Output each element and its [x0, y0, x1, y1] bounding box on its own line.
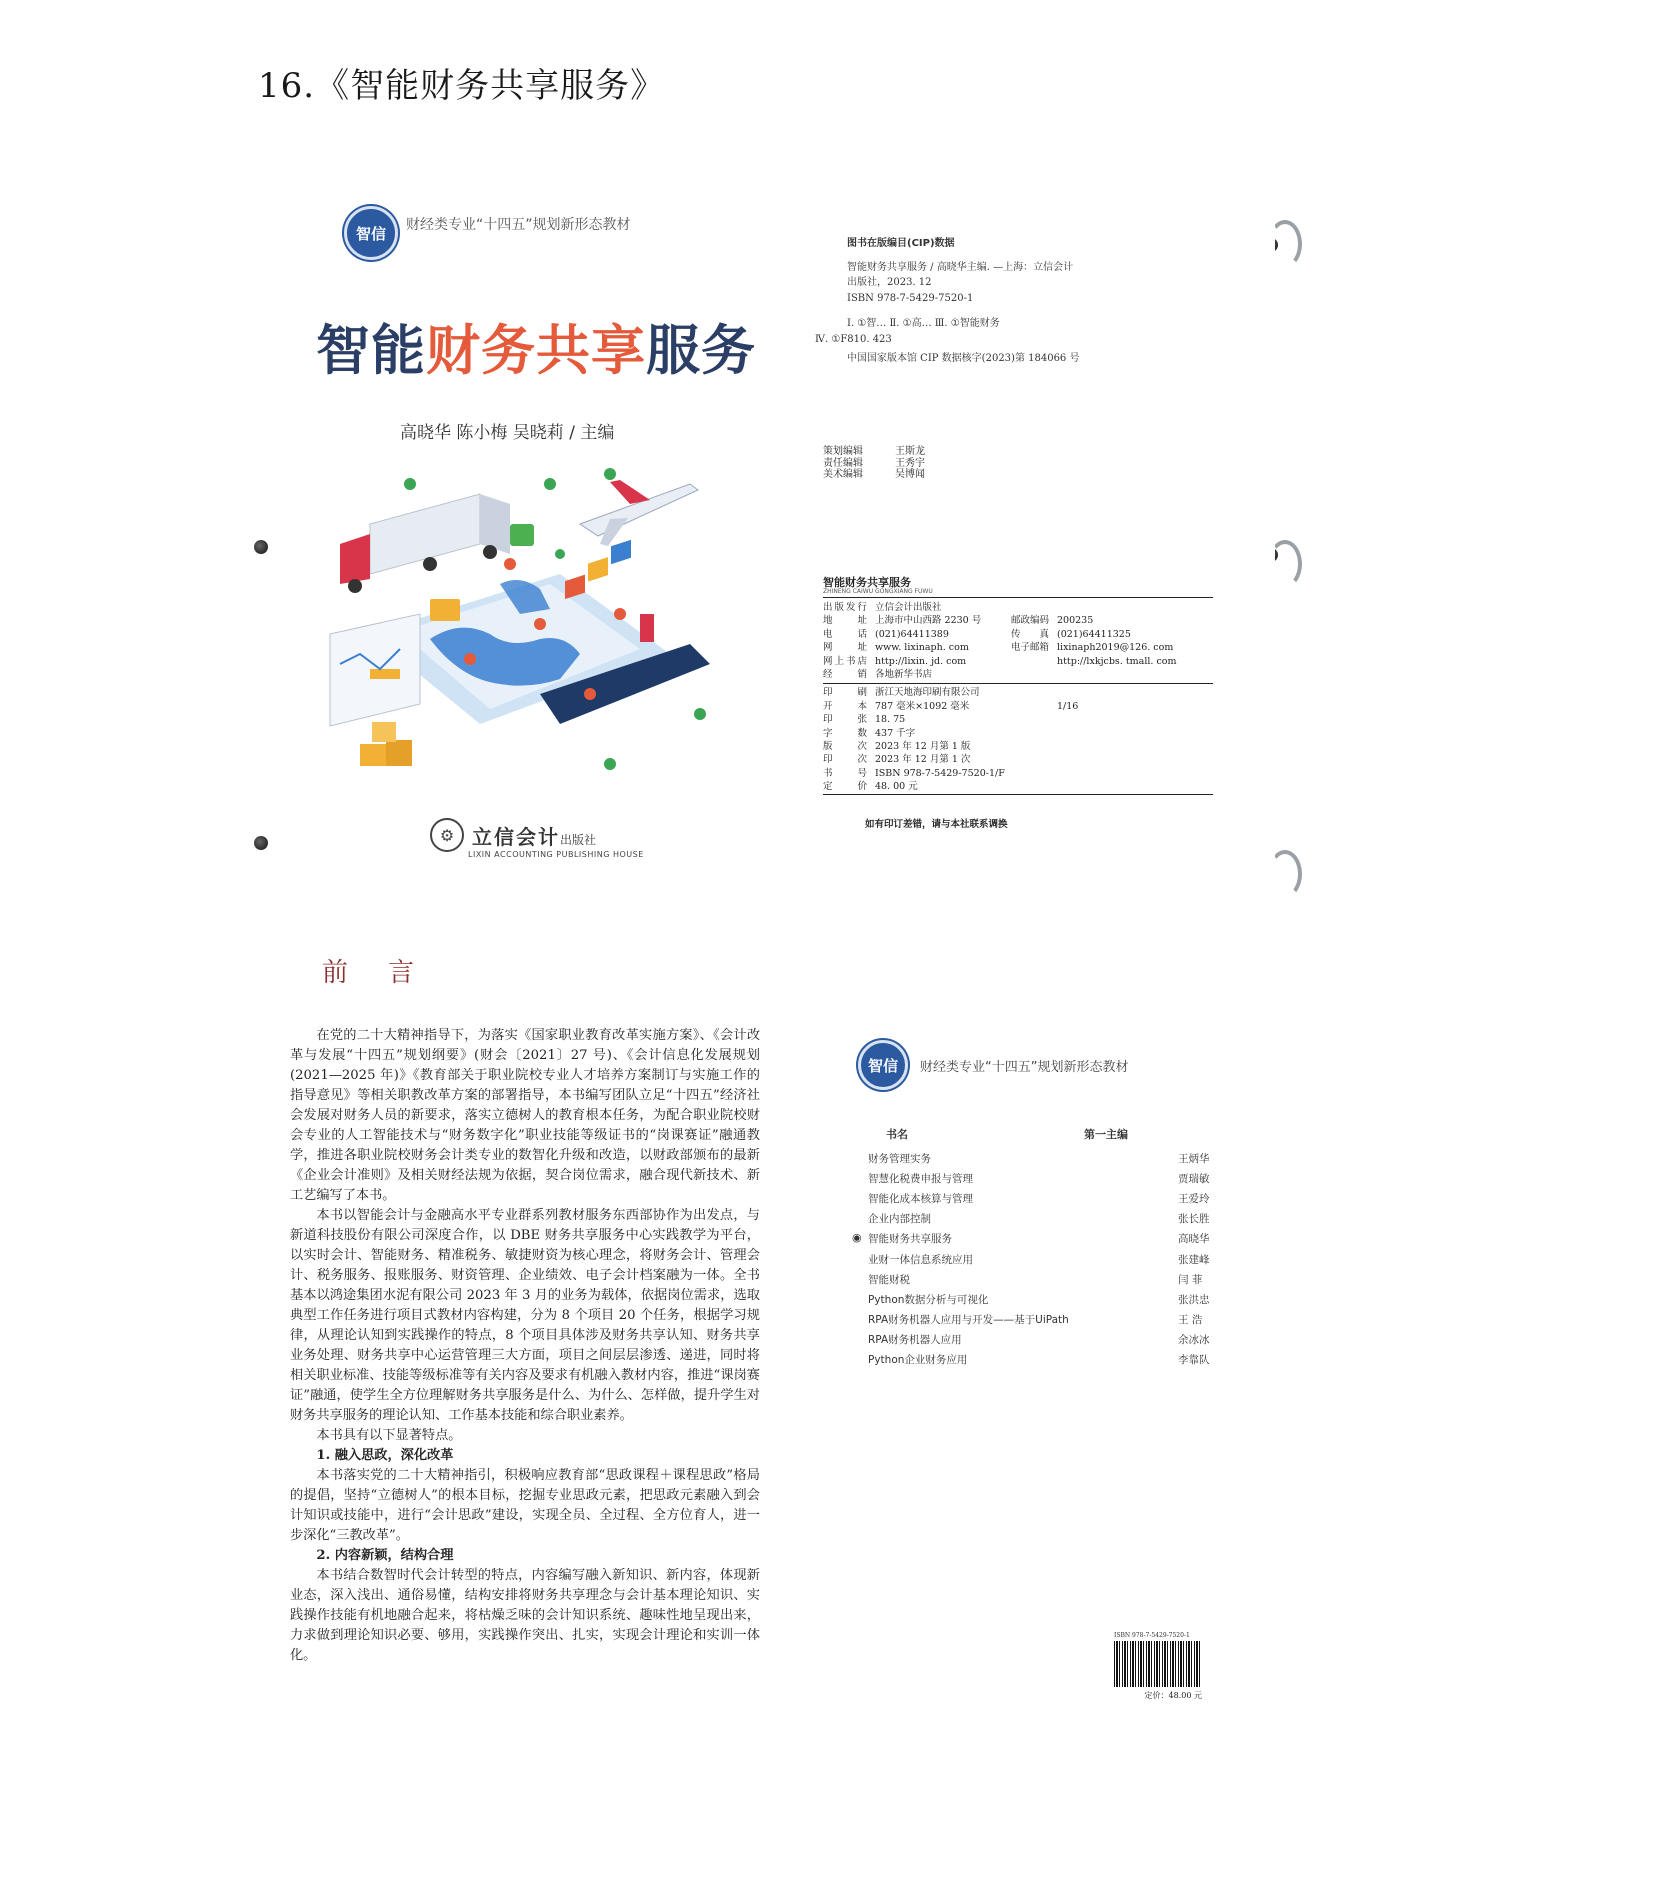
price-label: 定价：48.00 元 [1144, 1691, 1202, 1700]
book-list-item [868, 1168, 1238, 1188]
cover-authors: 高晓华 陈小梅 吴晓莉 / 主编 [400, 423, 615, 443]
series-book-list [852, 1148, 1238, 1370]
imprint-v: 437 千字 [875, 727, 916, 739]
imprint-k: 印 次 [823, 754, 870, 766]
imprint-v: 浙江天地海印刷有限公司 [875, 687, 980, 699]
imprint-row [823, 668, 1213, 681]
book-list-item [868, 1249, 1238, 1269]
book-title: 业财一体信息系统应用 [868, 1253, 973, 1266]
imprint-k2 [1011, 740, 1057, 753]
imprint-row [823, 641, 1213, 654]
cover-series-label: 财经类专业“十四五”规划新形态教材 [406, 217, 631, 233]
imprint-k: 出版发行 [823, 602, 870, 613]
imprint-k: 网 址 [823, 642, 870, 654]
imprint-row [823, 700, 1213, 713]
monitor-icon [330, 614, 420, 726]
book-editor: 余冰冰 [1178, 1334, 1210, 1347]
imprint-row [823, 767, 1213, 780]
book-list-item [852, 1229, 1238, 1249]
book-title: 智慧化税费申报与管理 [868, 1172, 973, 1185]
book-editor: 张洪忠 [1178, 1293, 1210, 1306]
imprint-k2: 邮政编码 [1011, 615, 1050, 627]
book-back-cover [796, 972, 1274, 1762]
book-editor: 闫 菲 [1178, 1273, 1203, 1286]
imprint-row [823, 740, 1213, 753]
imprint-k2 [1011, 700, 1057, 713]
imprint-note: 如有印订差错，请与本社联系调换 [865, 819, 1008, 830]
preface-paragraph: 在党的二十大精神指导下，为落实《国家职业教育改革实施方案》、《会计改革与发展“十四五”规划纲要》(财会〔2021〕27 号)、《会计信息化发展规划(2021—2025 年)》《教育部关于职业院校专业人才培养方案制订与实施工作的指导意见》等相关职教改革方案的部署指导，本书编写团队立足“十四五”经济社会发展对财务人员的新要求，落实立德树人的教育根本任务，为配合职业院校财会专业的人工智能技术与“财务数字化”职业技能等级证书的“岗课赛证”融通教学，推进各职业院校财务会计类专业的数智化升级和改造，以财政部颁布的最新《企业会计准则》及相关财经法规为依据，契合岗位需求，融合现代新技术、新工艺编写了本书。 [290, 1028, 760, 1203]
cover-illustration [310, 464, 730, 784]
barcode-icon [1114, 1641, 1202, 1687]
imprint-k2 [1011, 767, 1057, 780]
book-title: 智能财税 [868, 1273, 910, 1286]
section-heading: 16.《智能财务共享服务》 [258, 66, 666, 106]
book-list-item [868, 1269, 1238, 1289]
imprint-v2: 1/16 [1057, 700, 1079, 712]
publisher-logo [430, 818, 596, 852]
editors-list [823, 446, 925, 481]
back-series-label: 财经类专业“十四五”规划新形态教材 [920, 1060, 1129, 1075]
book-title: RPA财务机器人应用与开发——基于UiPath [868, 1314, 1069, 1327]
imprint-pinyin: ZHINENG CAIWU GONGXIANG FUWU [823, 588, 933, 595]
imprint-row [823, 727, 1213, 740]
book-front-cover [250, 194, 770, 894]
imprint-row [823, 655, 1213, 668]
cip-data-block [815, 236, 1080, 367]
preface-paragraph: 本书结合数智时代会计转型的特点，内容编写融入新知识、新内容，体现新业态，深入浅出、通俗易懂，结构安排将财务共享理念与会计基本理论知识、实践操作技能有机地融合起来，将枯燥乏味的会计知识系统、趣味性地呈现出来，力求做到理论知识必要、够用，实践操作突出、扎实，实现会计理论和实训一体化。 [290, 1568, 760, 1663]
preface-page [260, 940, 790, 1770]
imprint-k2 [1011, 601, 1057, 614]
imprint-k2 [1011, 753, 1057, 766]
publisher-name: 立信会计 [472, 824, 560, 849]
cardboard-boxes-icon [360, 722, 412, 766]
cip-line: 出版社，2023. 12 [847, 277, 932, 288]
imprint-v: 上海市中山西路 2230 号 [875, 615, 982, 627]
binder-hole [254, 540, 268, 554]
preface-paragraph: 本书具有以下显著特点。 [316, 1428, 462, 1443]
publisher-english-name: LIXIN ACCOUNTING PUBLISHING HOUSE [468, 850, 644, 859]
imprint-v2: lixinaph2019@126. com [1057, 642, 1174, 654]
imprint-row [823, 614, 1213, 627]
imprint-k: 印 张 [823, 714, 870, 726]
book-title: Python数据分析与可视化 [868, 1293, 989, 1306]
book-title: 企业内部控制 [868, 1213, 931, 1226]
imprint-k: 开 本 [823, 700, 870, 712]
imprint-v2: (021)64411325 [1057, 628, 1131, 640]
preface-subheading: 2. 内容新颖，结构合理 [316, 1548, 454, 1563]
book-title: 智能财务共享服务 [868, 1233, 952, 1246]
book-list-item [868, 1289, 1238, 1309]
publisher-suffix: 出版社 [560, 832, 597, 847]
isbn-text: ISBN 978-7-5429-7520-1 [1114, 1632, 1190, 1639]
book-list-item [868, 1209, 1238, 1229]
imprint-v: 48. 00 元 [875, 781, 918, 793]
imprint-k2: 电子邮箱 [1011, 642, 1050, 654]
imprint-v: www. lixinaph. com [875, 642, 969, 654]
imprint-k: 字 数 [823, 727, 870, 739]
imprint-row [823, 686, 1213, 699]
imprint-v2: 200235 [1057, 615, 1094, 627]
imprint-k2 [1011, 668, 1057, 681]
binder-hole [254, 836, 268, 850]
imprint-k: 印 刷 [823, 687, 870, 699]
editor-row: 策划编辑 王斯龙 [823, 446, 925, 457]
imprint-v: 立信会计出版社 [875, 602, 942, 613]
imprint-k: 定 价 [823, 781, 870, 793]
imprint-row [823, 713, 1213, 726]
cip-line: 中国国家版本馆 CIP 数据核字(2023)第 184066 号 [847, 353, 1080, 364]
zhixin-logo-badge: 智信 [344, 206, 398, 260]
imprint-v: 各地新华书店 [875, 669, 933, 681]
imprint-v: (021)64411389 [875, 628, 949, 640]
book-editor: 李靠队 [1178, 1354, 1210, 1367]
book-title: 财务管理实务 [868, 1152, 931, 1165]
cip-line: 智能财务共享服务 / 高晓华主编. —上海：立信会计 [847, 261, 1074, 273]
book-editor: 张建峰 [1178, 1253, 1210, 1266]
imprint-v: 2023 年 12 月第 1 次 [875, 754, 971, 766]
book-list-item [868, 1350, 1238, 1370]
imprint-row [823, 753, 1213, 766]
book-editor: 张长胜 [1178, 1213, 1210, 1226]
copyright-page [805, 194, 1275, 894]
cip-line: Ⅰ. ①智… Ⅱ. ①高… Ⅲ. ①智能财务 [847, 318, 1000, 329]
publisher-seal-icon: ⚙ [430, 818, 464, 852]
imprint-v: ISBN 978-7-5429-7520-1/F [875, 767, 1005, 779]
imprint-v: 18. 75 [875, 714, 906, 726]
book-title: 智能化成本核算与管理 [868, 1192, 973, 1205]
imprint-row [823, 628, 1213, 641]
preface-paragraph: 本书以智能会计与金融高水平专业群系列教材服务东西部协作为出发点，与新道科技股份有限公司深度合作，以 DBE 财务共享服务中心实践教学为平台，以实时会计、智能财务、精准税务、敏捷财资为核心理念，将财务会计、管理会计、税务服务、报账服务、财资管理、企业绩效、电子会计档案融为一体。全书基本以鸿途集团水泥有限公司 2023 年 3 月的业务为载体，依据岗位需求，选取典型工作任务进行项目式教材内容构建，分为 8 个项目 20 个任务，根据学习规律，从理论认知到实践操作的特点，8 个项目具体涉及财务共享认知、财务共享业务处理、财务共享中心运营管理三大方面，项目之间层层渗透、递进，同时将相关职业标准、技能等级标准等有关内容及要求有机融入教材内容，推进“课岗赛证”融通，使学生全方位理解财务共享服务是什么、为什么、怎样做，提升学生对财务共享服务的理论认知、工作基本技能和综合职业素养。 [290, 1208, 760, 1423]
imprint-k: 版 次 [823, 741, 870, 753]
imprint-row [823, 780, 1213, 793]
preface-title: 前言 [322, 958, 455, 988]
imprint-k2 [1011, 780, 1057, 793]
book-editor: 王爱玲 [1178, 1192, 1210, 1205]
airplane-icon [580, 480, 698, 546]
imprint-k: 书 号 [823, 767, 870, 779]
truck-icon [340, 494, 510, 593]
imprint-k2 [1011, 727, 1057, 740]
zhixin-logo-badge: 智信 [858, 1040, 908, 1090]
imprint-table [823, 597, 1213, 795]
preface-paragraph: 本书落实党的二十大精神指引，积极响应教育部“思政课程＋课程思政”格局的提倡，坚持“立德树人”的根本目标，挖掘专业思政元素，把思政元素融入到会计知识或技能中，进行“会计思政”建设，实现全员、全过程、全方位育人，进一步深化“三教改革”。 [290, 1468, 760, 1543]
cip-line: ISBN 978-7-5429-7520-1 [847, 292, 974, 304]
book-list-item [868, 1330, 1238, 1350]
book-list-item [868, 1148, 1238, 1168]
cip-line: Ⅳ. ①F810. 423 [815, 333, 892, 345]
imprint-k: 地 址 [823, 615, 870, 627]
imprint-v: 787 毫米×1092 毫米 [875, 700, 970, 712]
cip-heading: 图书在版编目(CIP)数据 [847, 238, 955, 249]
book-editor: 王 浩 [1178, 1314, 1203, 1327]
imprint-v: 2023 年 12 月第 1 版 [875, 741, 971, 753]
imprint-k2 [1011, 655, 1057, 668]
book-list-item [868, 1310, 1238, 1330]
book-list-editor-header: 第一主编 [1084, 1128, 1128, 1141]
cover-title-part-3: 服务 [646, 319, 756, 382]
preface-body [290, 1026, 760, 1666]
editor-row: 责任编辑 王秀宇 [823, 457, 925, 469]
imprint-k: 经 销 [823, 669, 870, 681]
preface-subheading: 1. 融入思政，深化改革 [316, 1448, 454, 1463]
book-title: Python企业财务应用 [868, 1354, 968, 1367]
imprint-v2: http://lxkjcbs. tmall. com [1057, 655, 1177, 667]
book-editor: 高晓华 [1178, 1233, 1210, 1246]
book-editor: 王炳华 [1178, 1152, 1210, 1165]
book-editor: 贾瑞敏 [1178, 1172, 1210, 1185]
isbn-barcode-block [1114, 1632, 1202, 1701]
cover-title-part-2: 财务共享 [426, 319, 646, 382]
imprint-k: 网上书店 [823, 655, 870, 667]
book-list-title-header: 书名 [886, 1128, 908, 1141]
cover-title-part-1: 智能 [316, 319, 426, 382]
cover-title [316, 308, 756, 385]
imprint-v: http://lixin. jd. com [875, 655, 967, 667]
imprint-row [823, 601, 1213, 614]
imprint-title: 智能财务共享服务 [823, 576, 911, 589]
imprint-k2 [1011, 686, 1057, 699]
imprint-k2 [1011, 713, 1057, 726]
current-book-marker-icon: ◉ [852, 1231, 862, 1245]
book-list-item [868, 1188, 1238, 1208]
imprint-k2: 传 真 [1011, 628, 1050, 640]
imprint-k: 电 话 [823, 628, 870, 640]
book-title: RPA财务机器人应用 [868, 1334, 962, 1347]
editor-row: 美术编辑 吴博闻 [823, 469, 925, 480]
